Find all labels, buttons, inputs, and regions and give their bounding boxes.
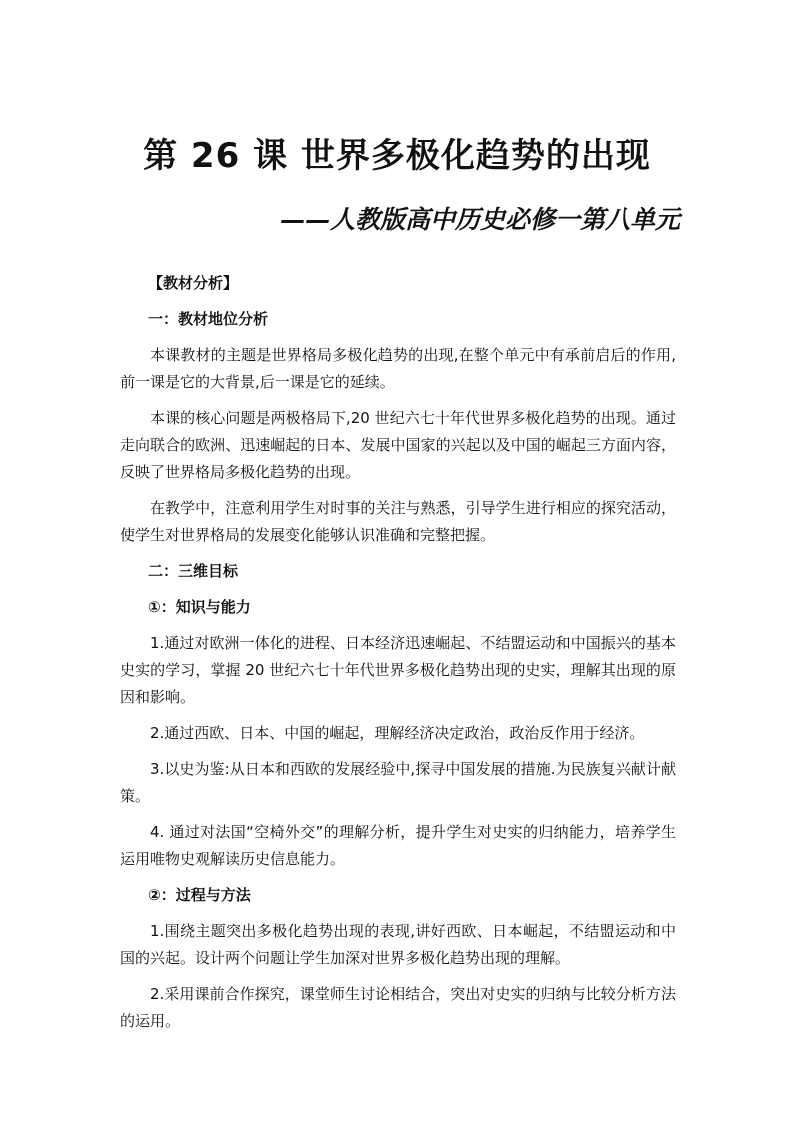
section-heading: 一：教材地位分析 [148,310,269,328]
section-heading: ②：过程与方法 [148,886,251,904]
paragraph: 在教学中，注意利用学生对时事的关注与熟悉，引导学生进行相应的探究活动，使学生对世界格局的发展变化能够认识准确和完整把握。 [120,499,676,544]
paragraph: 本课教材的主题是世界格局多极化趋势的出现,在整个单元中有承前启后的作用,前一课是它的大背景,后一课是它的延续。 [120,346,676,391]
paragraph: 3.以史为鉴:从日本和西欧的发展经验中,探寻中国发展的措施.为民族复兴献计献策。 [120,760,676,805]
paragraph: 2.采用课前合作探究，课堂师生讨论相结合，突出对史实的归纳与比较分析方法的运用。 [120,985,676,1030]
paragraph: 本课的核心问题是两极格局下,20 世纪六七十年代世界多极化趋势的出现。通过走向联合的欧洲、迅速崛起的日本、发展中国家的兴起以及中国的崛起三方面内容，反映了世界格局多极化趋势的出现。 [120,409,676,481]
paragraph: 4. 通过对法国“空椅外交”的理解分析，提升学生对史实的归纳能力，培养学生运用唯物史观解读历史信息能力。 [120,823,676,868]
section-heading: ①：知识与能力 [148,598,251,616]
paragraph: 1.通过对欧洲一体化的进程、日本经济迅速崛起、不结盟运动和中国振兴的基本史实的学习，掌握 20 世纪六七十年代世界多极化趋势出现的史实，理解其出现的原因和影响。 [120,634,676,706]
page-title: 第 26 课 世界多极化趋势的出现 [143,136,651,176]
paragraph: 2.通过西欧、日本、中国的崛起，理解经济决定政治，政治反作用于经济。 [150,724,645,742]
paragraph: 1.围绕主题突出多极化趋势出现的表现,讲好西欧、日本崛起，不结盟运动和中国的兴起。设计两个问题让学生加深对世界多极化趋势出现的理解。 [120,922,676,967]
section-heading: 【教材分析】 [148,274,239,292]
page-subtitle: ——人教版高中历史必修一第八单元 [279,205,680,234]
section-heading: 二：三维目标 [148,562,239,580]
document-body [120,270,676,1044]
